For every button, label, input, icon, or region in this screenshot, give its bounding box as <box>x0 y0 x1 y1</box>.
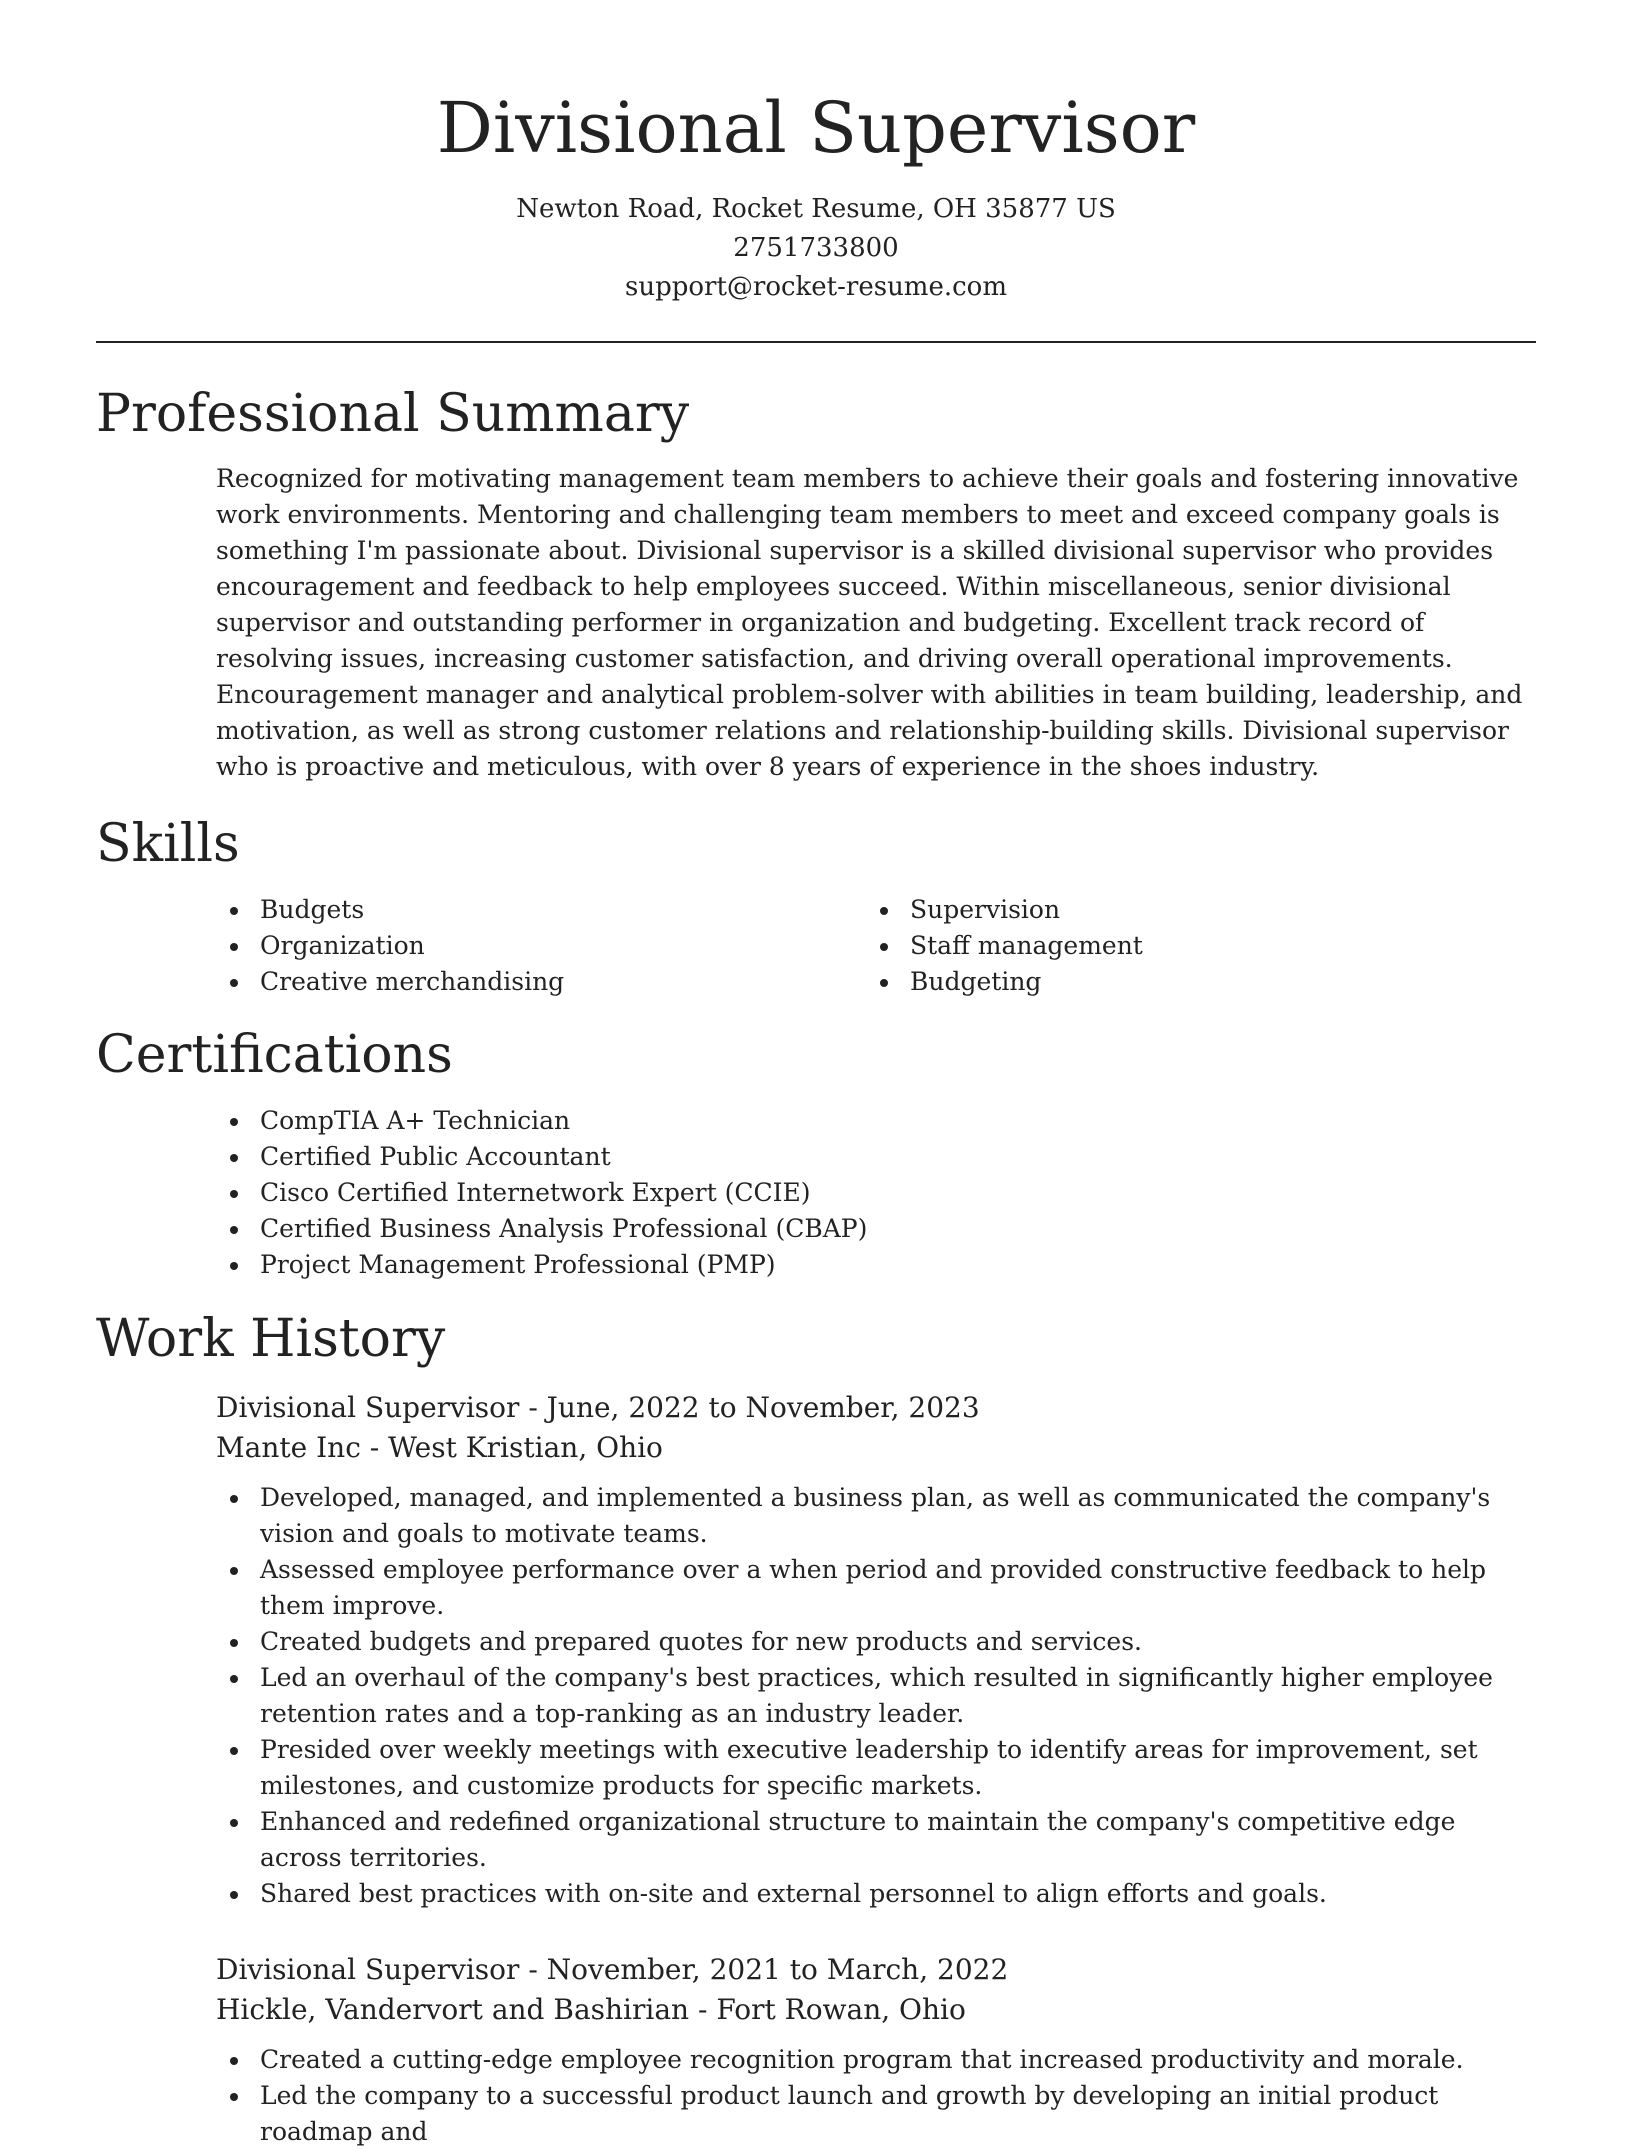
skills-list-left <box>216 892 816 1000</box>
job-company: Hickle, Vandervort and Bashirian <box>216 1993 690 2026</box>
skill-item: Organization <box>216 928 816 964</box>
job-company: Mante Inc <box>216 1431 361 1464</box>
responsibility-item: Developed, managed, and implemented a business plan, as well as communicated the company's vision and goals to motivate teams. <box>216 1480 1536 1552</box>
job-title-line <box>216 1950 1536 1990</box>
job-company-line <box>216 1990 1536 2030</box>
job-title-line <box>216 1388 1536 1428</box>
responsibility-item: Assessed employee performance over a when period and provided constructive feedback to help them improve. <box>216 1552 1536 1624</box>
responsibility-item: Led the company to a successful product launch and growth by developing an initial product roadmap and <box>216 2078 1536 2150</box>
summary-text: Recognized for motivating management team members to achieve their goals and fostering innovative work environments. Mentoring and challenging team members to meet and exceed company goals is something I'm passionate about. Divisional supervisor is a skilled divisional supervisor who provides encouragement and feedback to help employees succeed. Within miscellaneous, senior divisional supervisor and outstanding performer in organization and budgeting. Excellent track record of resolving issues, increasing customer satisfaction, and driving overall operational improvements. Encouragement manager and analytical problem-solver with abilities in team building, leadership, and motivation, as well as strong customer relations and relationship-building skills. Divisional supervisor who is proactive and meticulous, with over 8 years of experience in the shoes industry. <box>216 464 1523 781</box>
job-title: Divisional Supervisor <box>216 1953 520 1986</box>
address: Newton Road, Rocket Resume, OH 35877 US <box>516 194 1116 224</box>
certification-item: Certified Business Analysis Professional (CBAP) <box>216 1211 1536 1247</box>
job-responsibilities <box>216 1480 1536 1912</box>
contact-info <box>0 190 1632 307</box>
job-location: - West Kristian, Ohio <box>360 1431 663 1464</box>
job-dates: - November, 2021 to March, 2022 <box>519 1953 1009 1986</box>
skill-item: Budgets <box>216 892 816 928</box>
job-entry <box>216 1388 1536 1912</box>
candidate-name: Divisional Supervisor <box>436 87 1196 169</box>
section-title-work-history: Work History <box>96 1309 446 1369</box>
section-title-summary: Professional Summary <box>96 384 690 444</box>
certification-item: Project Management Professional (PMP) <box>216 1247 1536 1283</box>
responsibility-item: Created a cutting-edge employee recognition program that increased productivity and morale. <box>216 2042 1536 2078</box>
skill-item: Staff management <box>866 928 1466 964</box>
phone-number: 2751733800 <box>733 233 899 263</box>
job-location: - Fort Rowan, Ohio <box>689 1993 966 2026</box>
job-entry <box>216 1950 1536 2150</box>
responsibility-item: Shared best practices with on-site and external personnel to align efforts and goals. <box>216 1876 1536 1912</box>
skill-item: Budgeting <box>866 964 1466 1000</box>
skill-item: Supervision <box>866 892 1466 928</box>
job-company-line <box>216 1428 1536 1468</box>
responsibility-item: Led an overhaul of the company's best practices, which resulted in significantly higher employee retention rates and a top-ranking as an industry leader. <box>216 1660 1536 1732</box>
skills-list-right <box>866 892 1466 1000</box>
certifications-list <box>216 1103 1536 1283</box>
skill-item: Creative merchandising <box>216 964 816 1000</box>
job-title: Divisional Supervisor <box>216 1391 520 1424</box>
certification-item: Cisco Certified Internetwork Expert (CCIE) <box>216 1175 1536 1211</box>
section-title-skills: Skills <box>96 814 240 874</box>
email-address: support@rocket-resume.com <box>624 272 1007 302</box>
responsibility-item: Presided over weekly meetings with executive leadership to identify areas for improvement, set milestones, and customize products for specific markets. <box>216 1732 1536 1804</box>
certification-item: Certified Public Accountant <box>216 1139 1536 1175</box>
section-title-certifications: Certifications <box>96 1025 453 1085</box>
job-responsibilities <box>216 2042 1536 2150</box>
responsibility-item: Created budgets and prepared quotes for new products and services. <box>216 1624 1536 1660</box>
job-dates: - June, 2022 to November, 2023 <box>519 1391 980 1424</box>
certification-item: CompTIA A+ Technician <box>216 1103 1536 1139</box>
resume-header <box>0 0 1632 307</box>
responsibility-item: Enhanced and redefined organizational structure to maintain the company's competitive edge across territories. <box>216 1804 1536 1876</box>
header-divider <box>96 341 1536 343</box>
